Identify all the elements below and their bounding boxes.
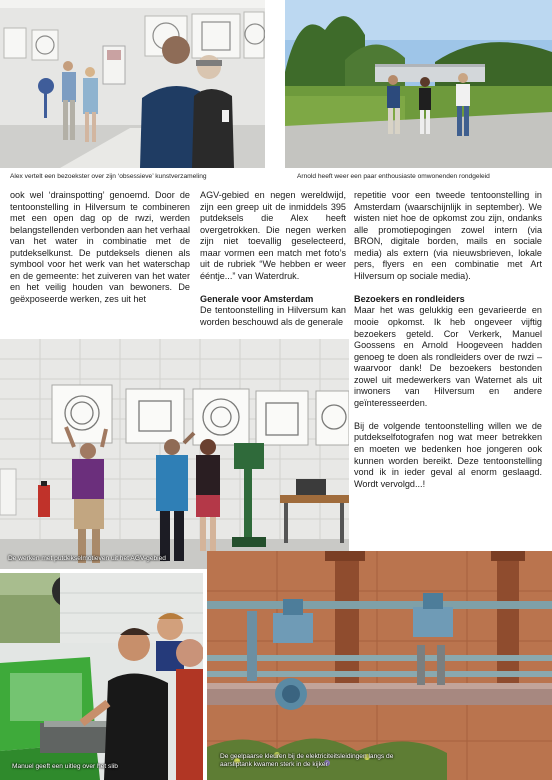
paragraph: De tentoonstelling in Hilversum kan worden beschouwd als de generale	[200, 305, 346, 328]
photo-gallery-conversation	[0, 0, 265, 168]
article-column-3	[354, 190, 542, 490]
section-heading: Bezoekers en rondleiders	[354, 293, 465, 304]
caption-top-right: Arnold heeft weer een paar enthousiaste omwonenden rondgeleid	[297, 173, 490, 180]
paragraph: AGV-gebied en negen wereldwijd, zijn een greep uit de inmiddels 395 putdeksels die Alex heeft overgetrokken. Die negen werken zijn niet toevallig geselecteerd, maar vormen een match met foto’s uit de rubriek “We hebben er weer ééntje...” van Waterdruk.	[200, 190, 346, 281]
paragraph: ook wel ‘drainspotting’ genoemd. Door de tentoonstelling in Hilversum te combineren met een open dag op de rwzi, werden belangstellenden verbonden aan het verhaal van het water in combinatie met de putdekselkunst. De putdeksels dienen als symbool voor het werk van het waterschap en de gemeente: het zuiveren van het water en het veilig houden van bewoners. De geëxposeerde werken, zes uit het	[10, 190, 190, 304]
article-column-2	[200, 190, 346, 329]
photo-pipes	[207, 551, 552, 780]
paragraph: Maar het was gelukkig een gevarieerde en mooie opkomst. Ik heb ongeveer vijftig bezoekers geteld. Cor Verkerk, Manuel Goossens en Arnold Hoogeveen hadden genoeg te doen als rondleiders over de rwzi – waarvoor dank! De bezoekers bestonden zowel uit medewerkers van Waternet als uit inwoners van Hilversum en andere geïnteresseerden.	[354, 305, 542, 408]
section-heading: Generale voor Amsterdam	[200, 293, 314, 304]
paragraph: repetitie voor een tweede tentoonstelling in Amsterdam (waarschijnlijk in september). We wisten niet hoe de opkomst zou zijn, ondanks alle promotiepogingen zowel intern (via BRON, digitale borden, mails en sociale media) als extern (via nieuwsbrieven, lokale pers, flyers en een combinatie met Art Hilversum op sociale media).	[354, 190, 542, 281]
photo-exhibition-wall	[0, 339, 349, 569]
article-column-1	[10, 190, 190, 305]
caption-top-left: Alex vertelt een bezoekster over zijn ‘obsessieve’ kunstverzameling	[10, 173, 207, 180]
caption-bottom-right: De geelpaarse kleuren bij de elektriciteitsleidingen langs de aarsliptank kwamen sterk in de kijker	[220, 753, 394, 768]
caption-middle: De werken met putdekselmotieven uit het AGV-gebied	[8, 555, 166, 562]
paragraph: Bij de volgende tentoonstelling willen we de putdekselfotografen nog wat meer betrekken en moeten we bedenken hoe jongeren ook kunnen worden bereikt. Deze tentoonstelling vond ik in ieder geval al enorm geslaagd. Wordt vervolgd...!	[354, 420, 542, 489]
photo-outdoor-tour	[285, 0, 552, 168]
caption-bottom-left: Manuel geeft een uitleg over het slib	[12, 763, 118, 770]
photo-sludge-demo	[0, 573, 203, 780]
